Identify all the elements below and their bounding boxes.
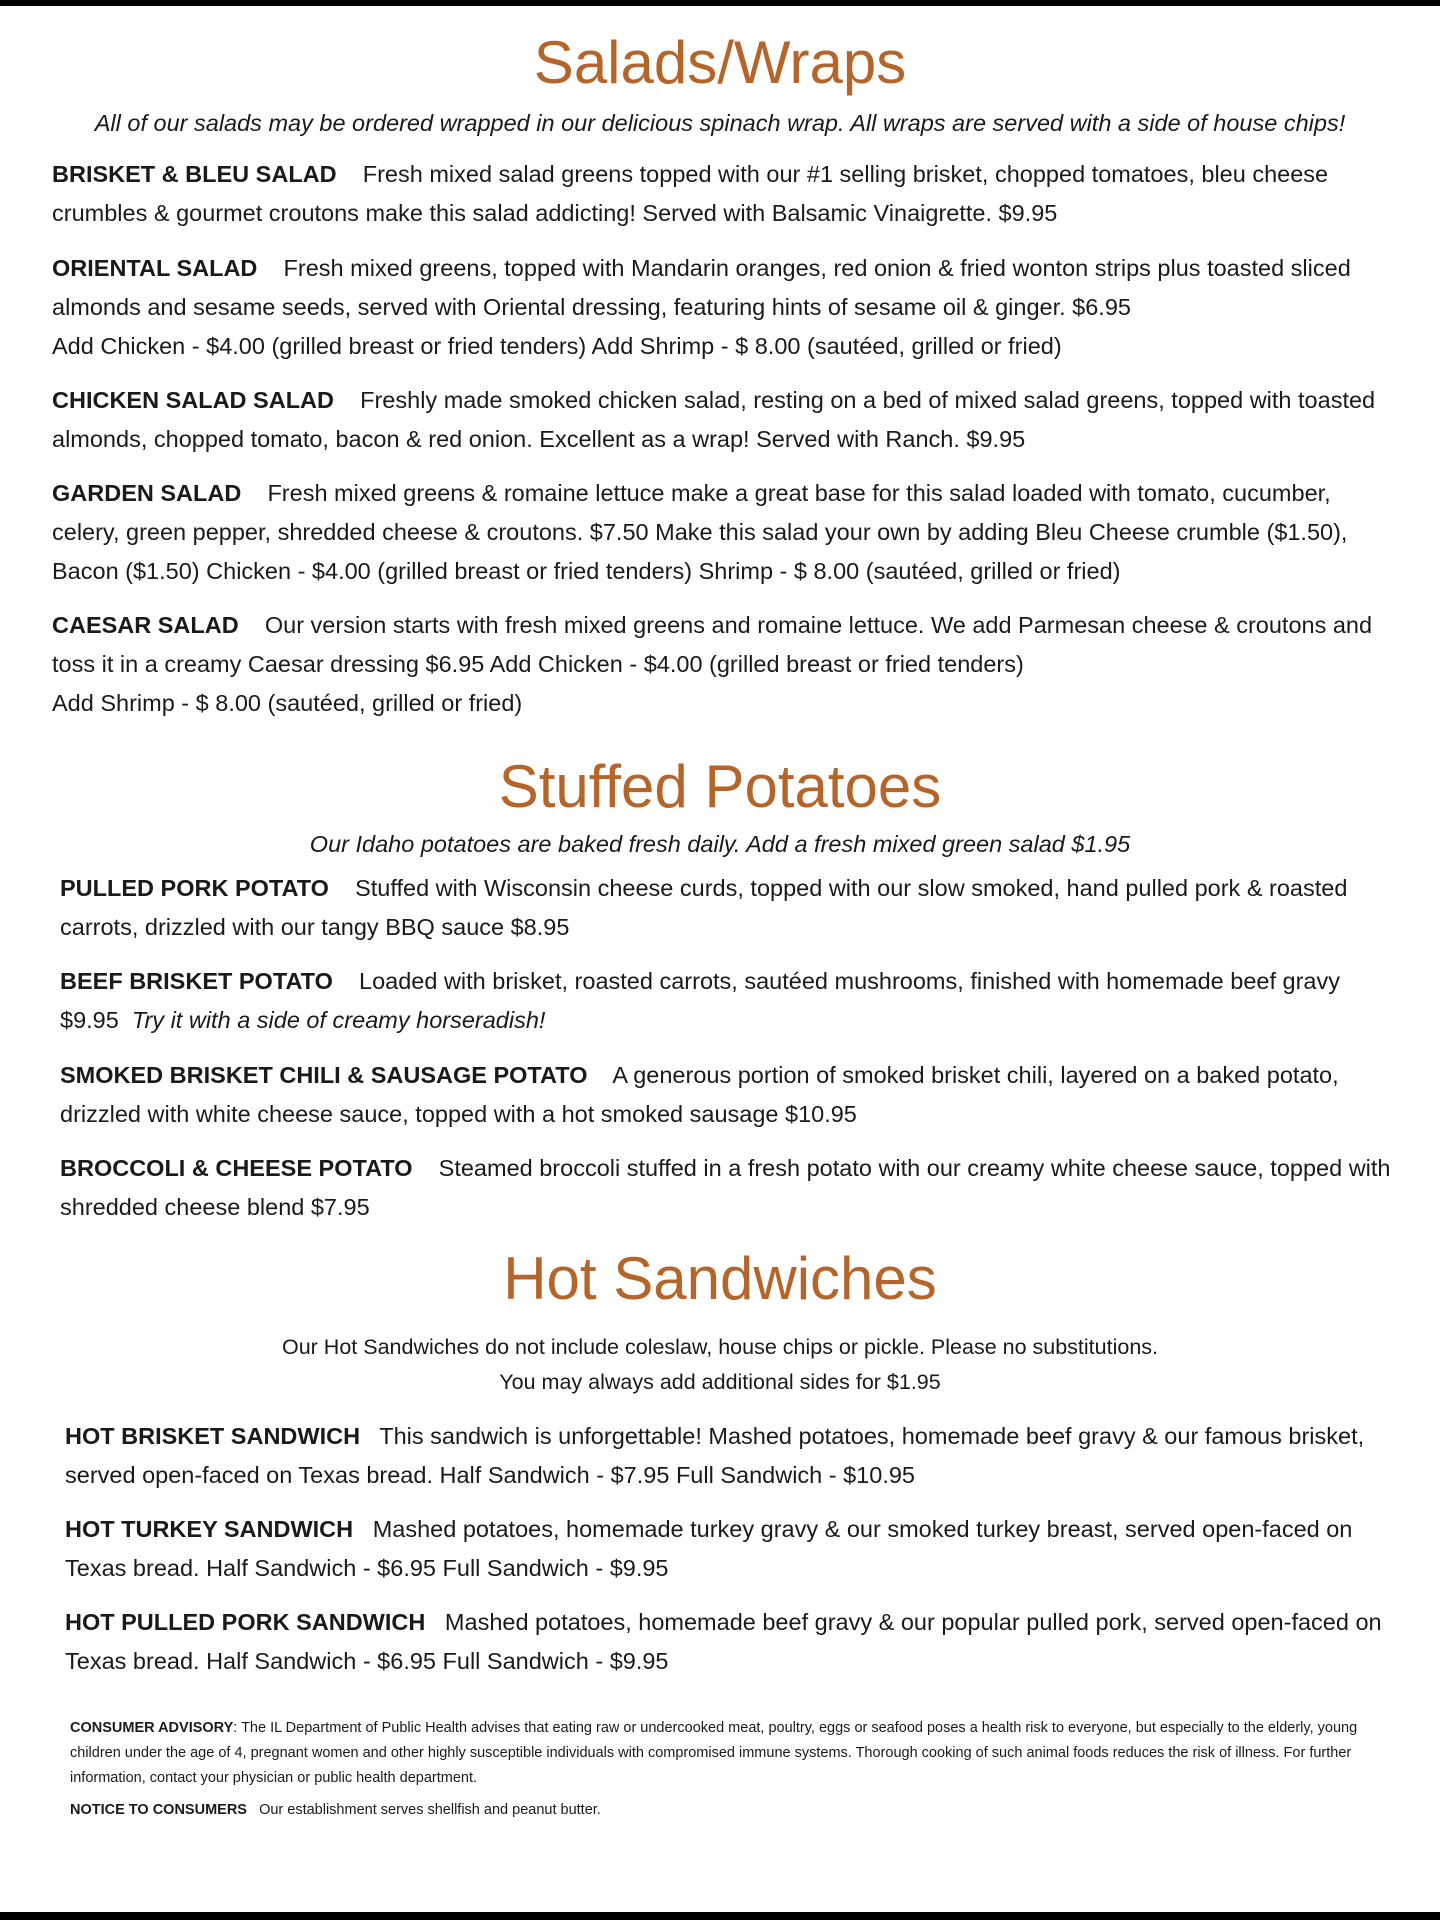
item-description: Fresh mixed greens, topped with Mandarin oranges, red onion & fried wonton strips plus toasted sliced almonds and sesame seeds, served with Oriental dressing, featuring hints of sesame oil & ginger. $6.95	[52, 255, 1351, 320]
item-description: Mashed potatoes, homemade beef gravy & our popular pulled pork, served open-faced on Texas bread. Half Sandwich - $6.95 Full Sandwich - $9.95	[65, 1609, 1382, 1674]
menu-item-hot-turkey-sandwich	[65, 1510, 1400, 1588]
consumer-advisory	[70, 1716, 1380, 1791]
advisory-label: CONSUMER ADVISORY	[70, 1720, 234, 1736]
menu-item-brisket-bleu-salad	[52, 155, 1397, 233]
item-name: CAESAR SALAD	[52, 612, 239, 638]
menu-item-smoked-brisket-chili-potato	[60, 1056, 1400, 1134]
menu-item-hot-brisket-sandwich	[65, 1417, 1400, 1495]
potatoes-title: Stuffed Potatoes	[498, 753, 942, 820]
item-description: Fresh mixed salad greens topped with our #1 selling brisket, chopped tomatoes, bleu cheese crumbles & gourmet croutons make this salad addicting! Served with Balsamic Vinaigrette. $9.95	[52, 161, 1329, 226]
item-name: BEEF BRISKET POTATO	[60, 968, 333, 994]
item-name: CHICKEN SALAD SALAD	[52, 387, 334, 413]
item-name: HOT TURKEY SANDWICH	[65, 1516, 354, 1542]
item-description: Our version starts with fresh mixed greens and romaine lettuce. We add Parmesan cheese & croutons and toss it in a creamy Caesar dressing $6.95 Add Chicken - $4.00 (grilled breast or fried tenders)	[52, 612, 1373, 677]
item-description: Fresh mixed greens & romaine lettuce make a great base for this salad loaded with tomato, cucumber, celery, green pepper, shredded cheese & croutons. $7.50 Make this salad your own by adding Bleu Cheese crumble ($1.50), Bacon ($1.50) Chicken - $4.00 (grilled breast or fried tenders) Shrimp - $ 8.00 (sautéed, grilled or fried)	[52, 480, 1348, 584]
item-description: Loaded with brisket, roasted carrots, sautéed mushrooms, finished with homemade beef gravy $9.95	[60, 968, 1340, 1033]
top-border	[0, 0, 1440, 6]
item-extra: Add Shrimp - $ 8.00 (sautéed, grilled or fried)	[52, 690, 523, 716]
item-name: HOT BRISKET SANDWICH	[65, 1423, 361, 1449]
potatoes-note: Our Idaho potatoes are baked fresh daily. Add a fresh mixed green salad $1.95	[309, 831, 1131, 857]
menu-item-caesar-salad	[52, 606, 1397, 723]
salads-title: Salads/Wraps	[533, 29, 907, 96]
consumer-notice	[70, 1798, 1380, 1823]
item-name: BRISKET & BLEU SALAD	[52, 161, 337, 187]
item-description: Freshly made smoked chicken salad, resting on a bed of mixed salad greens, topped with toasted almonds, chopped tomato, bacon & red onion. Excellent as a wrap! Served with Ranch. $9.95	[52, 387, 1376, 452]
item-tip: Try it with a side of creamy horseradish!	[131, 1007, 546, 1033]
item-name: HOT PULLED PORK SANDWICH	[65, 1609, 426, 1635]
bottom-border	[0, 1912, 1440, 1920]
item-name: ORIENTAL SALAD	[52, 255, 258, 281]
menu-item-broccoli-cheese-potato	[60, 1149, 1400, 1227]
item-description: Mashed potatoes, homemade turkey gravy & our smoked turkey breast, served open-faced on Texas bread. Half Sandwich - $6.95 Full Sandwich - $9.95	[65, 1516, 1353, 1581]
menu-item-oriental-salad	[52, 249, 1397, 366]
item-description: This sandwich is unforgettable! Mashed potatoes, homemade beef gravy & our famous brisket, served open-faced on Texas bread. Half Sandwich - $7.95 Full Sandwich - $10.95	[65, 1423, 1365, 1488]
item-name: PULLED PORK POTATO	[60, 875, 329, 901]
sandwiches-sides-note: You may always add additional sides for $1.95	[499, 1370, 941, 1394]
menu-item-chicken-salad-salad	[52, 381, 1397, 459]
salads-note: All of our salads may be ordered wrapped in our delicious spinach wrap. All wraps are served with a side of house chips!	[94, 110, 1346, 136]
item-description: A generous portion of smoked brisket chili, layered on a baked potato, drizzled with white cheese sauce, topped with a hot smoked sausage $10.95	[60, 1062, 1339, 1127]
menu-item-garden-salad	[52, 474, 1397, 591]
item-extra: Add Chicken - $4.00 (grilled breast or fried tenders) Add Shrimp - $ 8.00 (sautéed, grilled or fried)	[52, 333, 1062, 359]
item-name: GARDEN SALAD	[52, 480, 242, 506]
sandwiches-title: Hot Sandwiches	[503, 1245, 937, 1312]
item-description: Steamed broccoli stuffed in a fresh potato with our creamy white cheese sauce, topped with shredded cheese blend $7.95	[60, 1155, 1391, 1220]
item-description: Stuffed with Wisconsin cheese curds, topped with our slow smoked, hand pulled pork & roasted carrots, drizzled with our tangy BBQ sauce $8.95	[60, 875, 1348, 940]
notice-label: NOTICE TO CONSUMERS	[70, 1802, 247, 1818]
notice-text: Our establishment serves shellfish and peanut butter.	[259, 1802, 601, 1818]
menu-item-beef-brisket-potato	[60, 962, 1400, 1040]
item-name: SMOKED BRISKET CHILI & SAUSAGE POTATO	[60, 1062, 588, 1088]
sandwiches-note: Our Hot Sandwiches do not include coleslaw, house chips or pickle. Please no substitutions.	[281, 1335, 1159, 1359]
item-name: BROCCOLI & CHEESE POTATO	[60, 1155, 413, 1181]
menu-item-pulled-pork-potato	[60, 869, 1400, 947]
advisory-text: : The IL Department of Public Health advises that eating raw or undercooked meat, poultry, eggs or seafood poses a health risk to everyone, but especially to the elderly, young children under the age of 4, pregnant women and other highly susceptible individuals with compromised immune systems. Thorough cooking of such animal foods reduces the risk of illness. For further information, contact your physician or public health department.	[70, 1720, 1358, 1786]
menu-item-hot-pulled-pork-sandwich	[65, 1603, 1400, 1681]
